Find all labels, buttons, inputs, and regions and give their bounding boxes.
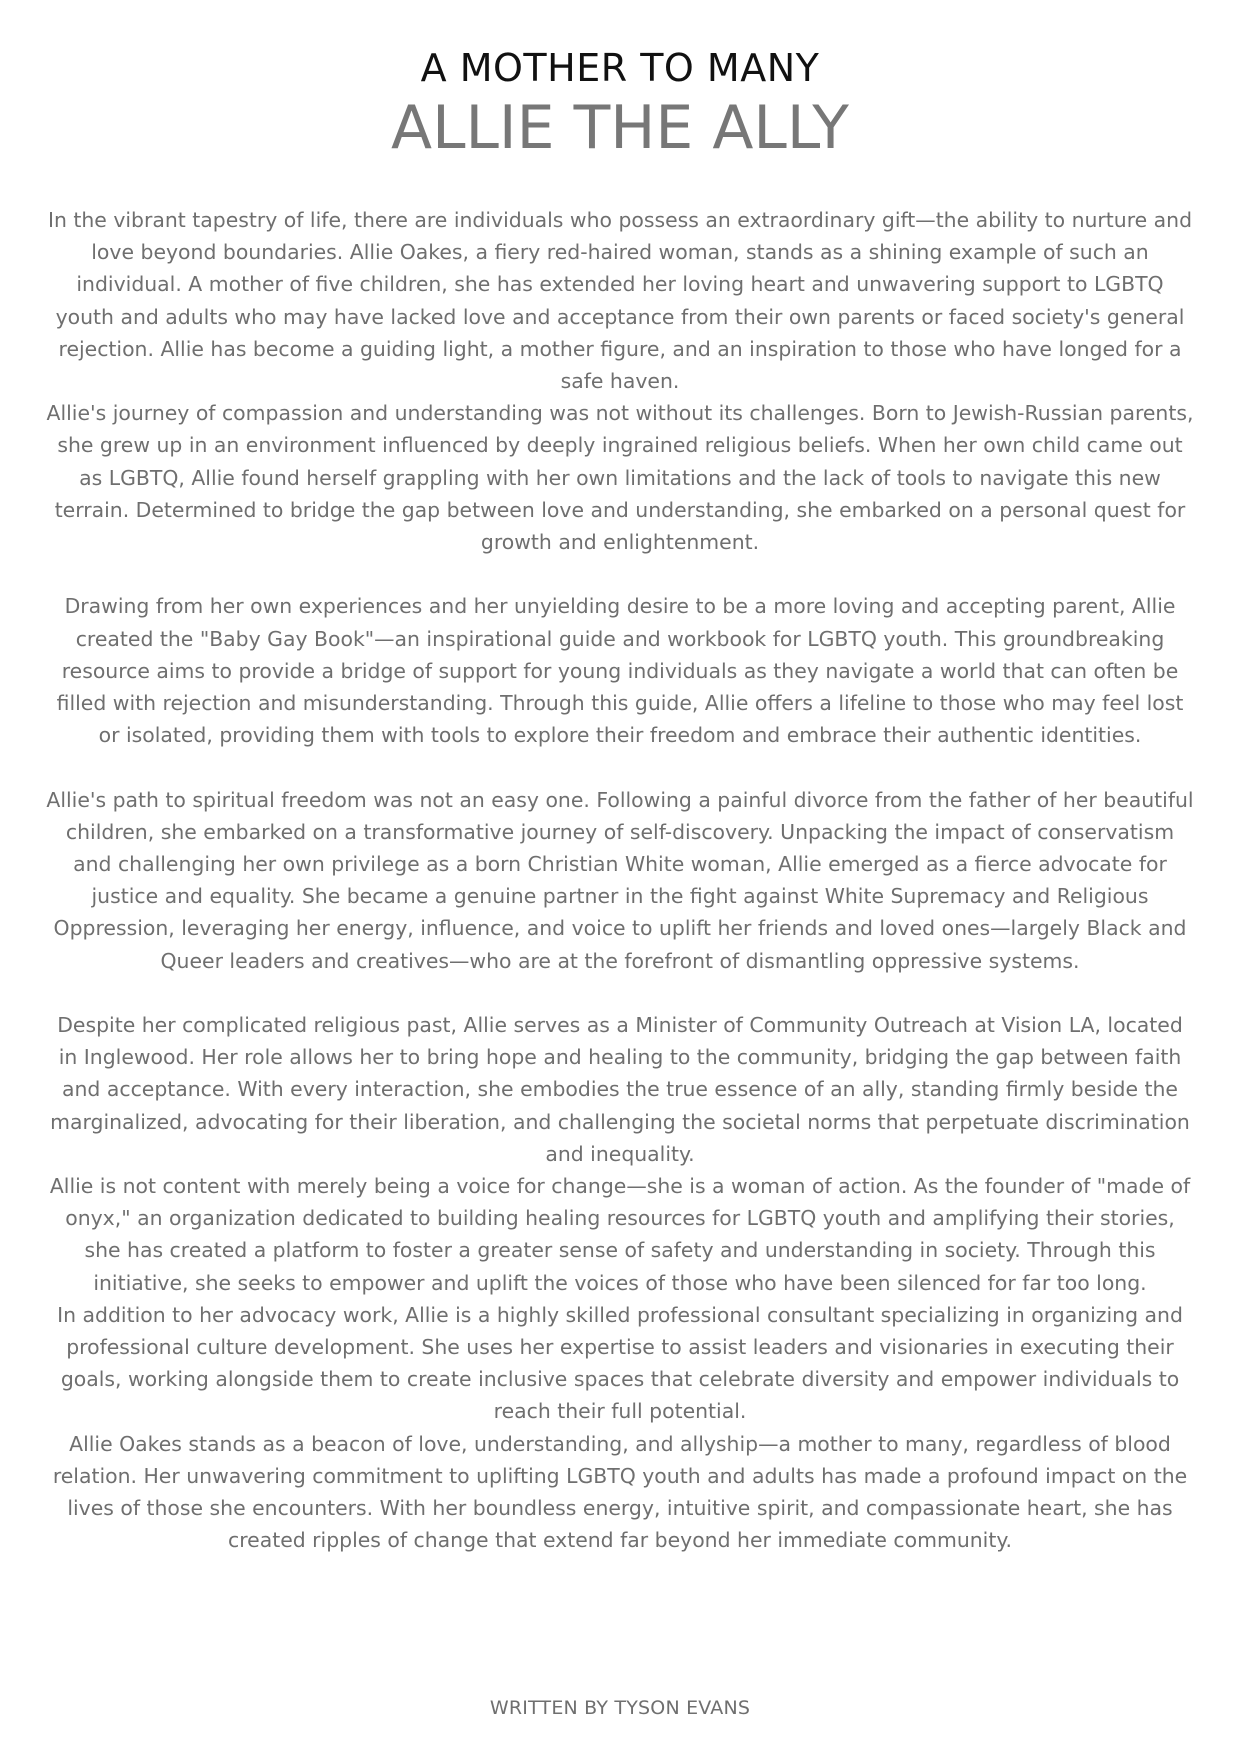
paragraph-journey: Allie's journey of compassion and understanding was not without its challenges. Born to Jewish-Russian parents, she grew up in an environment influenced by deeply ingrained religious beliefs. When her own child came out as LGBTQ, Allie found herself grappling with her own limitations and the lack of tools to navigate this new terrain. Determined to bridge the gap between love and understanding, she embarked on a personal quest for growth and enlightenment. — [46, 401, 1194, 555]
paragraph-made-of-onyx: Allie is not content with merely being a voice for change—she is a woman of action. As the founder of "made of onyx," an organization dedicated to building healing resources for LGBTQ youth and amplifying their stories, she has created a platform to foster a greater sense of safety and understanding in society. Through this initiative, she seeks to empower and uplift the voices of those who have been silenced for far too long. — [49, 1174, 1191, 1295]
paragraph-baby-gay-book: Drawing from her own experiences and her unyielding desire to be a more loving and accepting parent, Allie created the "Baby Gay Book"—an inspirational guide and workbook for LGBTQ youth. This groundbreaking resource aims to provide a bridge of support for young individuals as they navigate a world that can often be filled with rejection and misunderstanding. Through this guide, Allie offers a lifeline to those who may feel lost or isolated, providing them with tools to explore their freedom and embrace their authentic identities. — [56, 594, 1184, 748]
paragraph-consulting: In addition to her advocacy work, Allie is a highly skilled professional consultant specializing in organizing and professional culture development. She uses her expertise to assist leaders and visionaries in executing their goals, working alongside them to create inclusive spaces that celebrate diversity and empower individuals to reach their full potential. — [57, 1302, 1183, 1424]
paragraph-spiritual-freedom: Allie's path to spiritual freedom was not an easy one. Following a painful divorce from the father of her beautiful children, she embarked on a transformative journey of self-discovery. Unpacking the impact of conservatism and challenging her own privilege as a born Christian White woman, Allie emerged as a fierce advocate for justice and equality. She became a genuine partner in the fight against White Supremacy and Religious Oppression, leveraging her energy, influence, and voice to uplift her friends and loved ones—largely Black and Queer leaders and creatives—who are at the forefront of dismantling oppressive systems. — [46, 787, 1194, 973]
paragraph-intro: In the vibrant tapestry of life, there are individuals who possess an extraordinary gift—the ability to nurture and love beyond boundaries. Allie Oakes, a fiery red-haired woman, stands as a shining example of such an individual. A mother of five children, she has extended her loving heart and unwavering support to LGBTQ youth and adults who may have lacked love and acceptance from their own parents or faced society's general rejection. Allie has become a guiding light, a mother figure, and an inspiration to those who have longed for a safe haven. — [47, 208, 1193, 394]
article-kicker: A MOTHER TO MANY — [420, 46, 820, 90]
article-title: ALLIE THE ALLY — [391, 93, 849, 163]
author-byline: WRITTEN BY TYSON EVANS — [489, 1697, 751, 1719]
paragraph-ministry: Despite her complicated religious past, Allie serves as a Minister of Community Outreach at Vision LA, located in Inglewood. Her role allows her to bring hope and healing to the community, bridging the gap between faith and acceptance. With every interaction, she embodies the true essence of an ally, standing firmly beside the marginalized, advocating for their liberation, and challenging the societal norms that perpetuate discrimination and inequality. — [50, 1013, 1190, 1166]
paragraph-conclusion: Allie Oakes stands as a beacon of love, understanding, and allyship—a mother to many, regardless of blood relation. Her unwavering commitment to uplifting LGBTQ youth and adults has made a profound impact on the lives of those she encounters. With her boundless energy, intuitive spirit, and compassionate heart, she has created ripples of change that extend far beyond her immediate community. — [52, 1431, 1188, 1553]
article-body — [46, 204, 1194, 1556]
